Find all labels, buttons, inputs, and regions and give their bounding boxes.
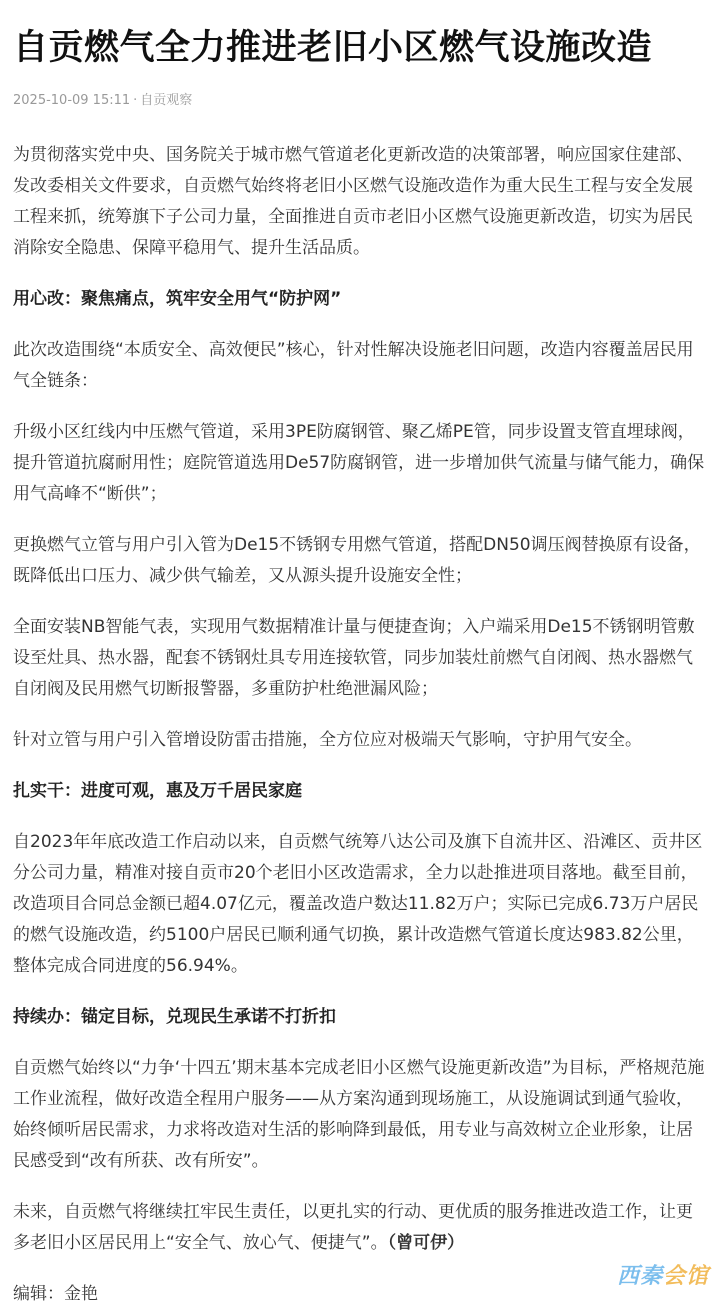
paragraph: 升级小区红线内中压燃气管道，采用3PE防腐钢管、聚乙烯PE管，同步设置支管直埋球阀，提升管道抗腐耐用性；庭院管道选用De57防腐钢管，进一步增加供气流量与储气能力，确保用气高峰不“断供”； — [13, 422, 705, 504]
section-heading: 扎实干：进度可观，惠及万千居民家庭 — [13, 781, 302, 801]
author-name: （曾可伊） — [387, 1233, 465, 1253]
section-heading: 用心改：聚焦痛点，筑牢安全用气“防护网” — [13, 289, 342, 309]
paragraph: 此次改造围绕“本质安全、高效便民”核心，针对性解决设施老旧问题，改造内容覆盖居民用气全链条： — [13, 340, 694, 391]
article-body — [13, 140, 706, 1310]
watermark-part2: 会馆 — [662, 1264, 709, 1289]
watermark-part1: 西秦 — [616, 1264, 663, 1289]
watermark-logo — [617, 1259, 709, 1290]
paragraph: 针对立管与用户引入管增设防雷击措施，全方位应对极端天气影响，守护用气安全。 — [13, 730, 642, 750]
meta-separator: · — [133, 93, 138, 108]
paragraph: 为贯彻落实党中央、国务院关于城市燃气管道老化更新改造的决策部署，响应国家住建部、发改委相关文件要求，自贡燃气始终将老旧小区燃气设施改造作为重大民生工程与安全发展工程来抓，统筹旗下子公司力量，全面推进自贡市老旧小区燃气设施更新改造，切实为居民消除安全隐患、保障平稳用气、提升生活品质。 — [13, 145, 693, 258]
publish-date: 2025-10-09 15:11 — [13, 93, 131, 108]
editor-line: 编辑：金艳 — [13, 1284, 98, 1304]
article-meta — [13, 92, 706, 110]
paragraph: 自2023年年底改造工作启动以来，自贡燃气统筹八达公司及旗下自流井区、沿滩区、贡井区分公司力量，精准对接自贡市20个老旧小区改造需求，全力以赴推进项目落地。截至目前，改造项目合同总金额已超4.07亿元，覆盖改造户数达11.82万户；实际已完成6.73万户居民的燃气设施改造，约5100户居民已顺利通气切换，累计改造燃气管道长度达983.82公里，整体完成合同进度的56.94%。 — [13, 832, 703, 976]
article-source[interactable]: 自贡观察 — [140, 93, 193, 108]
closing-text: 未来，自贡燃气将继续扛牢民生责任，以更扎实的行动、更优质的服务推进改造工作，让更多老旧小区居民用上“安全气、放心气、便捷气”。 — [13, 1202, 693, 1253]
paragraph: 全面安装NB智能气表，实现用气数据精准计量与便捷查询；入户端采用De15不锈钢明管敷设至灶具、热水器，配套不锈钢灶具专用连接软管，同步加装灶前燃气自闭阀、热水器燃气自闭阀及民用燃气切断报警器，多重防护杜绝泄漏风险； — [13, 617, 695, 699]
article-title: 自贡燃气全力推进老旧小区燃气设施改造 — [13, 28, 653, 68]
section-heading: 持续办：锚定目标，兑现民生承诺不打折扣 — [13, 1007, 336, 1027]
closing-paragraph — [13, 1197, 706, 1259]
paragraph: 自贡燃气始终以“力争‘十四五’期末基本完成老旧小区燃气设施更新改造”为目标，严格规范施工作业流程，做好改造全程用户服务——从方案沟通到现场施工，从设施调试到通气验收，始终倾听居民需求，力求将改造对生活的影响降到最低，用专业与高效树立企业形象，让居民感受到“改有所获、改有所安”。 — [13, 1058, 705, 1171]
paragraph: 更换燃气立管与用户引入管为De15不锈钢专用燃气管道，搭配DN50调压阀替换原有设备，既降低出口压力、减少供气输差，又从源头提升设施安全性； — [13, 535, 701, 586]
